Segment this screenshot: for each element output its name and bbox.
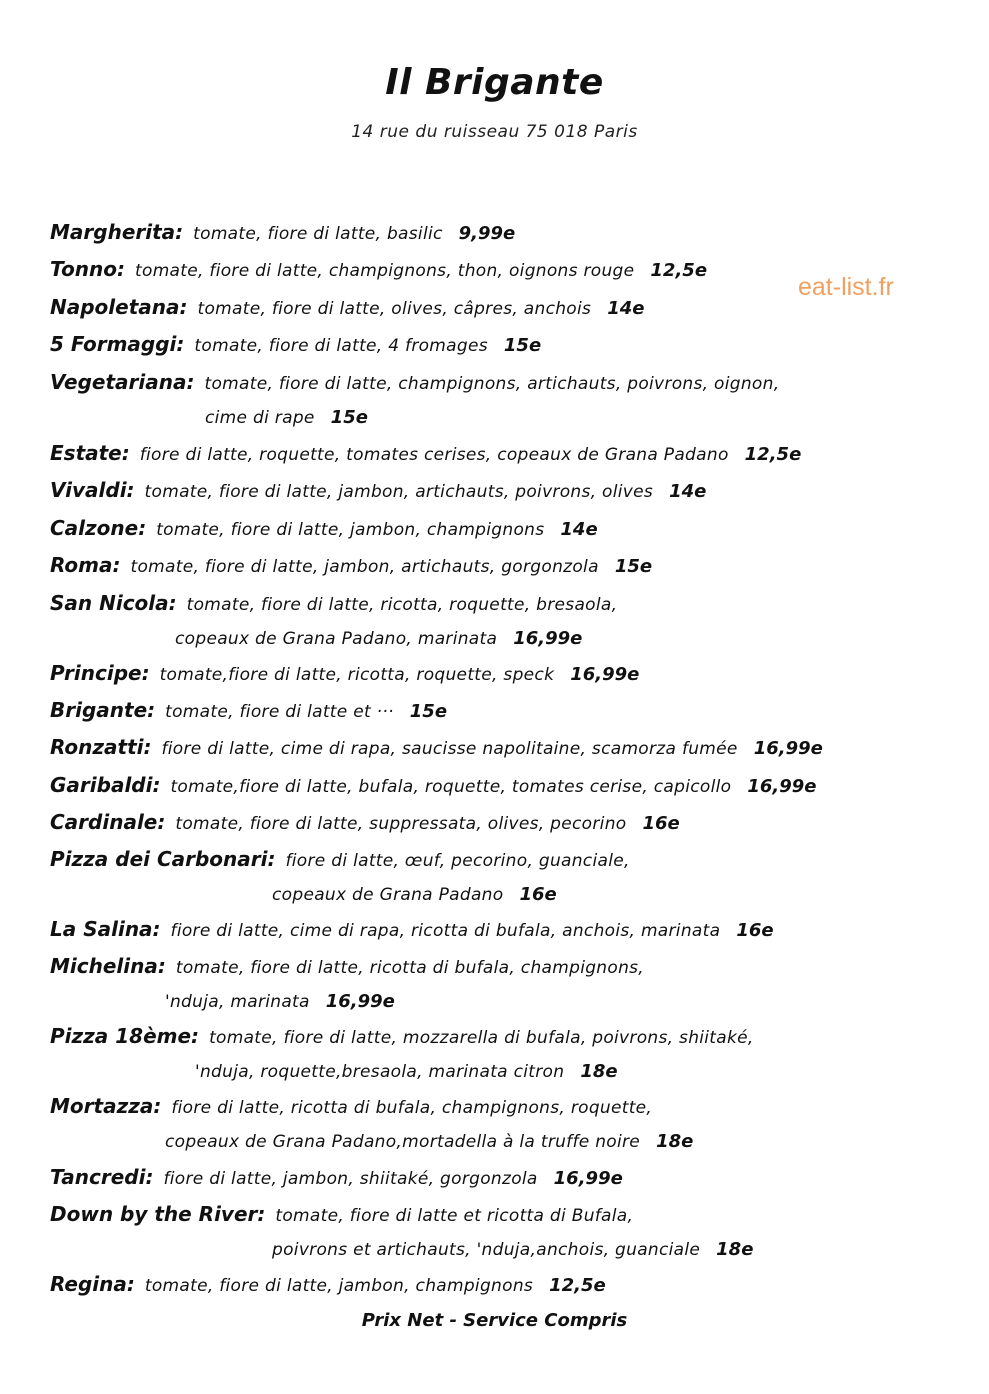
pizza-price: 12,5e bbox=[549, 1275, 606, 1296]
pizza-price: 14e bbox=[669, 481, 707, 502]
pizza-name: Ronzatti: bbox=[50, 735, 152, 759]
pizza-name: Down by the River: bbox=[50, 1202, 266, 1226]
menu-item bbox=[50, 222, 515, 244]
pizza-ingredients: tomate,fiore di latte, ricotta, roquette, speck bbox=[159, 665, 555, 685]
menu-item bbox=[50, 1026, 754, 1082]
pizza-name: Pizza dei Carbonari: bbox=[50, 847, 276, 871]
menu-item bbox=[50, 593, 617, 649]
menu-item bbox=[50, 372, 779, 428]
pizza-price: 15e bbox=[409, 701, 448, 722]
pizza-ingredients: tomate,fiore di latte, bufala, roquette, tomates cerise, capicollo bbox=[170, 777, 732, 797]
pizza-price: 12,5e bbox=[744, 444, 802, 465]
pizza-ingredients-continued: 'nduja, marinata bbox=[165, 992, 310, 1012]
menu-item-line-2 bbox=[50, 408, 779, 428]
menu-item-line bbox=[50, 555, 652, 577]
menu-item-line bbox=[50, 222, 515, 244]
pizza-price: 9,99e bbox=[458, 223, 516, 244]
pizza-ingredients: tomate, fiore di latte, 4 fromages bbox=[194, 336, 488, 356]
menu-item bbox=[50, 518, 598, 540]
menu-item bbox=[50, 1096, 693, 1152]
menu-item bbox=[50, 1167, 623, 1189]
pizza-ingredients: tomate, fiore di latte, jambon, champignons bbox=[144, 1276, 534, 1296]
pizza-price: 14e bbox=[607, 298, 645, 319]
pizza-name: Michelina: bbox=[50, 954, 166, 978]
menu-item bbox=[50, 700, 447, 722]
pizza-price: 18e bbox=[580, 1061, 618, 1082]
pizza-ingredients: tomate, fiore di latte, champignons, thon, oignons rouge bbox=[135, 261, 635, 281]
pizza-name: Regina: bbox=[50, 1272, 135, 1296]
pizza-name: Estate: bbox=[50, 441, 130, 465]
pizza-price: 12,5e bbox=[650, 260, 708, 281]
pizza-name: Principe: bbox=[50, 661, 150, 685]
pizza-ingredients: tomate, fiore di latte, jambon, artichauts, gorgonzola bbox=[130, 557, 599, 577]
pizza-name: Garibaldi: bbox=[50, 773, 161, 797]
menu-item-line bbox=[50, 663, 639, 685]
menu-item bbox=[50, 297, 644, 319]
pizza-name: Margherita: bbox=[50, 220, 184, 244]
pizza-ingredients: fiore di latte, ricotta di bufala, champignons, roquette, bbox=[171, 1098, 653, 1118]
menu-item-line bbox=[50, 1167, 623, 1189]
menu-item bbox=[50, 775, 817, 797]
pizza-price: 16,99e bbox=[747, 776, 817, 797]
pizza-price: 18e bbox=[656, 1131, 694, 1152]
menu-item-line bbox=[50, 700, 447, 722]
pizza-ingredients-continued: copeaux de Grana Padano bbox=[272, 885, 504, 905]
menu-item-line bbox=[50, 1274, 606, 1296]
pizza-ingredients-continued: cime di rape bbox=[205, 408, 315, 428]
pizza-price: 16,99e bbox=[513, 628, 583, 649]
pizza-price: 15e bbox=[614, 556, 653, 577]
pizza-price: 16e bbox=[519, 884, 557, 905]
menu-item bbox=[50, 259, 707, 281]
menu-item bbox=[50, 480, 706, 502]
pizza-ingredients-continued: 'nduja, roquette,bresaola, marinata citron bbox=[195, 1062, 565, 1082]
menu-item bbox=[50, 334, 541, 356]
menu-item bbox=[50, 443, 801, 465]
pizza-name: San Nicola: bbox=[50, 591, 177, 615]
menu-item-line-2 bbox=[50, 885, 630, 905]
pizza-ingredients: tomate, fiore di latte, champignons, artichauts, poivrons, oignon, bbox=[204, 374, 780, 394]
menu-item bbox=[50, 919, 774, 941]
restaurant-address: 14 rue du ruisseau 75 018 Paris bbox=[351, 122, 638, 142]
menu-item-line-2 bbox=[50, 1062, 754, 1082]
pizza-ingredients: fiore di latte, roquette, tomates cerises, copeaux de Grana Padano bbox=[139, 445, 729, 465]
menu-item-line bbox=[50, 956, 644, 978]
pizza-price: 18e bbox=[716, 1239, 754, 1260]
menu-item-line bbox=[50, 775, 817, 797]
menu-item-line-2 bbox=[50, 629, 617, 649]
menu-item bbox=[50, 812, 680, 834]
pizza-name: Brigante: bbox=[50, 698, 156, 722]
menu-item-line bbox=[50, 1096, 693, 1118]
pizza-price: 16,99e bbox=[325, 991, 395, 1012]
footer-note: Prix Net - Service Compris bbox=[361, 1310, 628, 1331]
menu-item-line bbox=[50, 334, 541, 356]
pizza-price: 16,99e bbox=[753, 738, 823, 759]
pizza-name: Napoletana: bbox=[50, 295, 188, 319]
pizza-price: 16,99e bbox=[553, 1168, 623, 1189]
pizza-ingredients: tomate, fiore di latte, jambon, artichauts, poivrons, olives bbox=[144, 482, 654, 502]
menu-item-line bbox=[50, 518, 598, 540]
pizza-ingredients: tomate, fiore di latte et ··· bbox=[165, 702, 394, 722]
pizza-name: Vegetariana: bbox=[50, 370, 195, 394]
menu-item-line bbox=[50, 297, 644, 319]
menu-item bbox=[50, 1274, 606, 1296]
menu-item-line bbox=[50, 443, 801, 465]
pizza-ingredients: fiore di latte, jambon, shiitaké, gorgonzola bbox=[163, 1169, 538, 1189]
pizza-name: Vivaldi: bbox=[50, 478, 135, 502]
menu-item-line bbox=[50, 812, 680, 834]
pizza-ingredients-continued: copeaux de Grana Padano,mortadella à la truffe noire bbox=[165, 1132, 641, 1152]
pizza-price: 14e bbox=[560, 519, 598, 540]
pizza-name: Roma: bbox=[50, 553, 121, 577]
menu-item-line bbox=[50, 259, 707, 281]
pizza-price: 16e bbox=[736, 920, 774, 941]
menu-item-line bbox=[50, 480, 706, 502]
pizza-ingredients-continued: copeaux de Grana Padano, marinata bbox=[175, 629, 498, 649]
menu-item-line bbox=[50, 849, 630, 871]
menu-item-line bbox=[50, 1204, 753, 1226]
menu-item-line-2 bbox=[50, 1240, 753, 1260]
pizza-ingredients: tomate, fiore di latte, ricotta di bufala, champignons, bbox=[175, 958, 645, 978]
pizza-name: 5 Formaggi: bbox=[50, 332, 185, 356]
menu-item bbox=[50, 555, 652, 577]
pizza-name: La Salina: bbox=[50, 917, 161, 941]
pizza-price: 15e bbox=[503, 335, 542, 356]
menu-item bbox=[50, 1204, 753, 1260]
pizza-name: Cardinale: bbox=[50, 810, 166, 834]
pizza-ingredients-continued: poivrons et artichauts, 'nduja,anchois, guanciale bbox=[272, 1240, 701, 1260]
pizza-name: Tancredi: bbox=[50, 1165, 154, 1189]
pizza-ingredients: tomate, fiore di latte, olives, câpres, anchois bbox=[197, 299, 592, 319]
pizza-ingredients: fiore di latte, cime di rapa, ricotta di bufala, anchois, marinata bbox=[170, 921, 721, 941]
pizza-price: 16e bbox=[642, 813, 680, 834]
pizza-ingredients: tomate, fiore di latte, basilic bbox=[193, 224, 443, 244]
menu-item-line bbox=[50, 1026, 754, 1048]
pizza-name: Mortazza: bbox=[50, 1094, 162, 1118]
menu-item-line bbox=[50, 372, 779, 394]
pizza-ingredients: tomate, fiore di latte, ricotta, roquette, bresaola, bbox=[186, 595, 618, 615]
pizza-ingredients: tomate, fiore di latte, suppressata, olives, pecorino bbox=[175, 814, 627, 834]
pizza-ingredients: tomate, fiore di latte, jambon, champignons bbox=[156, 520, 545, 540]
menu-item-line-2 bbox=[50, 992, 644, 1012]
watermark: eat-list.fr bbox=[798, 273, 894, 301]
menu-item bbox=[50, 956, 644, 1012]
menu-item-line bbox=[50, 919, 774, 941]
pizza-ingredients: tomate, fiore di latte, mozzarella di bufala, poivrons, shiitaké, bbox=[209, 1028, 754, 1048]
menu-item-line-2 bbox=[50, 1132, 693, 1152]
pizza-price: 16,99e bbox=[570, 664, 640, 685]
pizza-ingredients: tomate, fiore di latte et ricotta di Bufala, bbox=[275, 1206, 634, 1226]
pizza-name: Calzone: bbox=[50, 516, 147, 540]
menu-item-line bbox=[50, 593, 617, 615]
menu-item-line bbox=[50, 737, 823, 759]
pizza-ingredients: fiore di latte, œuf, pecorino, guanciale, bbox=[285, 851, 630, 871]
pizza-price: 15e bbox=[330, 407, 368, 428]
pizza-ingredients: fiore di latte, cime di rapa, saucisse napolitaine, scamorza fumée bbox=[161, 739, 738, 759]
menu-item bbox=[50, 663, 639, 685]
menu-item bbox=[50, 849, 630, 905]
menu-item bbox=[50, 737, 823, 759]
pizza-name: Pizza 18ème: bbox=[50, 1024, 200, 1048]
pizza-name: Tonno: bbox=[50, 257, 126, 281]
restaurant-title: Il Brigante bbox=[385, 62, 604, 103]
